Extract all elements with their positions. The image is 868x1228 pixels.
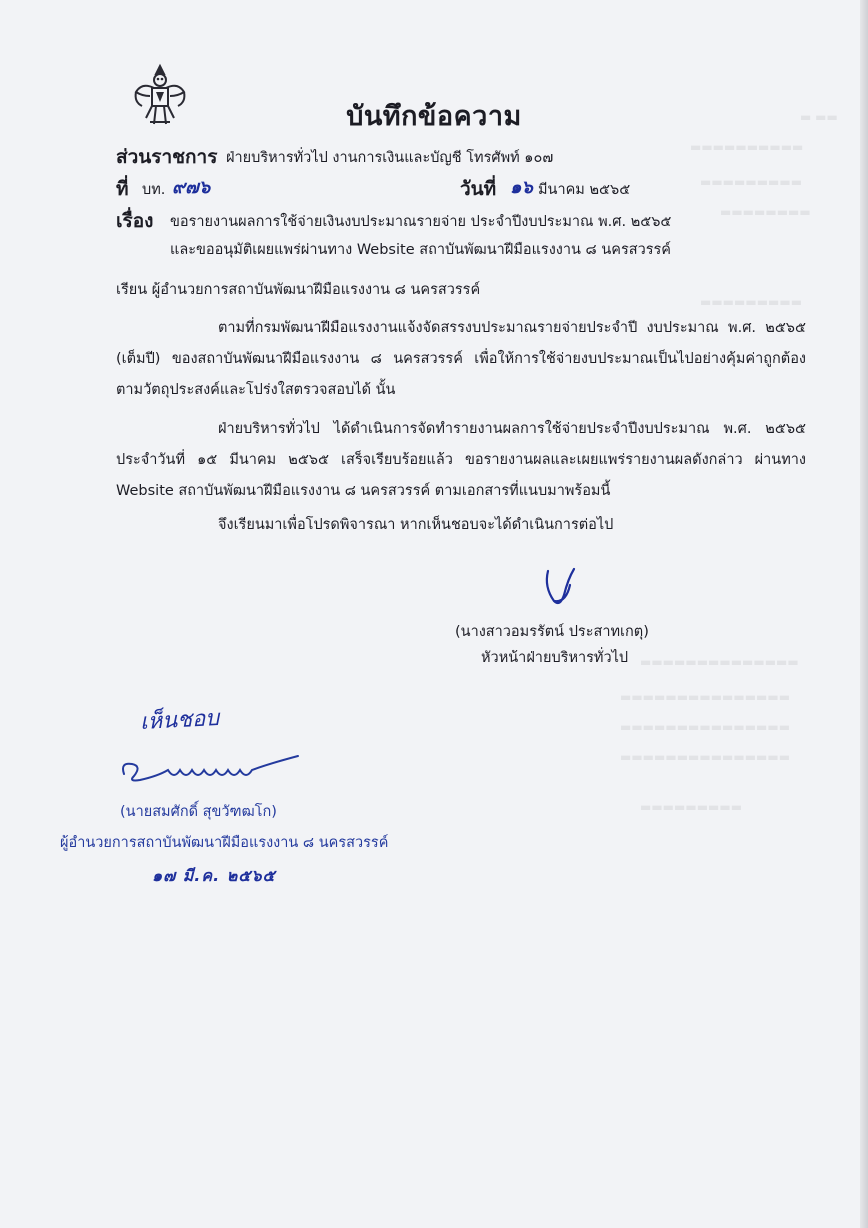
- signer-signature: [540, 565, 580, 611]
- subject-line-1: ขอรายงานผลการใช้จ่ายเงินงบประมาณรายจ่าย ประจำปีงบประมาณ พ.ศ. ๒๕๖๕: [170, 214, 672, 230]
- director-name: (นายสมศักดิ์ สุขวัฑฒโก): [120, 804, 277, 820]
- date-day-handwritten: ๑๖: [510, 177, 533, 198]
- paper-edge: [860, 0, 868, 1228]
- ref-number-handwritten: ๙๗๖: [172, 177, 211, 198]
- subject-line-2: และขออนุมัติเผยแพร่ผ่านทาง Website สถาบันพัฒนาฝีมือแรงงาน ๘ นครสวรรค์: [170, 242, 672, 258]
- signer-name: (นางสาวอมรรัตน์ ประสาทเกตุ): [455, 624, 649, 640]
- bleed-through-marks: ▬▬▬▬▬▬▬▬▬: [700, 175, 803, 189]
- approval-note-handwritten: เห็นชอบ: [139, 705, 220, 736]
- agency-value: ฝ่ายบริหารทั่วไป งานการเงินและบัญชี โทรศัพท์ ๑๐๗: [226, 150, 554, 166]
- bleed-through-marks: ▬▬▬▬▬▬▬▬: [720, 205, 811, 219]
- ref-prefix: บท.: [142, 182, 166, 198]
- closing-paragraph: จึงเรียนมาเพื่อโปรดพิจารณา หากเห็นชอบจะได้ดำเนินการต่อไป: [218, 517, 614, 533]
- signer-position: หัวหน้าฝ่ายบริหารทั่วไป: [481, 650, 629, 666]
- director-signature: [118, 752, 304, 788]
- bleed-through-marks: ▬▬▬▬▬▬▬▬▬: [640, 800, 743, 814]
- body-paragraph-2: ฝ่ายบริหารทั่วไป ได้ดำเนินการจัดทำรายงานผลการใช้จ่ายประจำปีงบประมาณ พ.ศ. ๒๕๖๕ ประจำวันที่ ๑๕ มีนาคม ๒๕๖๕ เสร็จเรียบร้อยแล้ว ขอรายงานผลและเผยแพร่รายงานผลดังกล่าว ผ่านทาง Website สถาบันพัฒนาฝีมือแรงงาน ๘ นครสวรรค์ ตามเอกสารที่แนบมาพร้อมนี้: [116, 421, 806, 499]
- bleed-through-marks: ▬▬▬▬▬▬▬▬▬: [700, 295, 803, 309]
- bleed-through-marks: ▬ ▬▬: [800, 110, 838, 124]
- date-label: วันที่: [460, 178, 497, 200]
- bleed-through-marks: ▬▬▬▬▬▬▬▬▬▬: [690, 140, 804, 154]
- bleed-through-marks: ▬▬▬▬▬▬▬▬▬▬▬▬▬▬▬: [620, 750, 791, 764]
- agency-label: ส่วนราชการ: [116, 146, 218, 168]
- body-paragraph-1: ตามที่กรมพัฒนาฝีมือแรงงานแจ้งจัดสรรงบประมาณรายจ่ายประจำปี งบประมาณ พ.ศ. ๒๕๖๕ (เต็มปี) ของสถาบันพัฒนาฝีมือแรงงาน ๘ นครสวรรค์ เพื่อให้การใช้จ่ายงบประมาณเป็นไปอย่างคุ้มค่าถูกต้อง ตามวัตถุประสงค์และโปร่งใสตรวจสอบได้ นั้น: [116, 320, 806, 398]
- salutation: เรียน ผู้อำนวยการสถาบันพัฒนาฝีมือแรงงาน ๘ นครสวรรค์: [116, 282, 481, 298]
- director-position: ผู้อำนวยการสถาบันพัฒนาฝีมือแรงงาน ๘ นครสวรรค์: [60, 835, 389, 851]
- document-title: บันทึกข้อความ: [346, 101, 522, 132]
- subject-label: เรื่อง: [116, 210, 154, 232]
- approval-date-handwritten: ๑๗ มี.ค. ๒๕๖๕: [152, 866, 276, 885]
- bleed-through-marks: ▬▬▬▬▬▬▬▬▬▬▬▬▬▬▬: [620, 720, 791, 734]
- bleed-through-marks: ▬▬▬▬▬▬▬▬▬▬▬▬▬▬: [640, 655, 799, 669]
- bleed-through-marks: ▬▬▬▬▬▬▬▬▬▬▬▬▬▬▬: [620, 690, 791, 704]
- ref-label: ที่: [116, 178, 129, 200]
- date-month-year: มีนาคม ๒๕๖๕: [538, 182, 631, 198]
